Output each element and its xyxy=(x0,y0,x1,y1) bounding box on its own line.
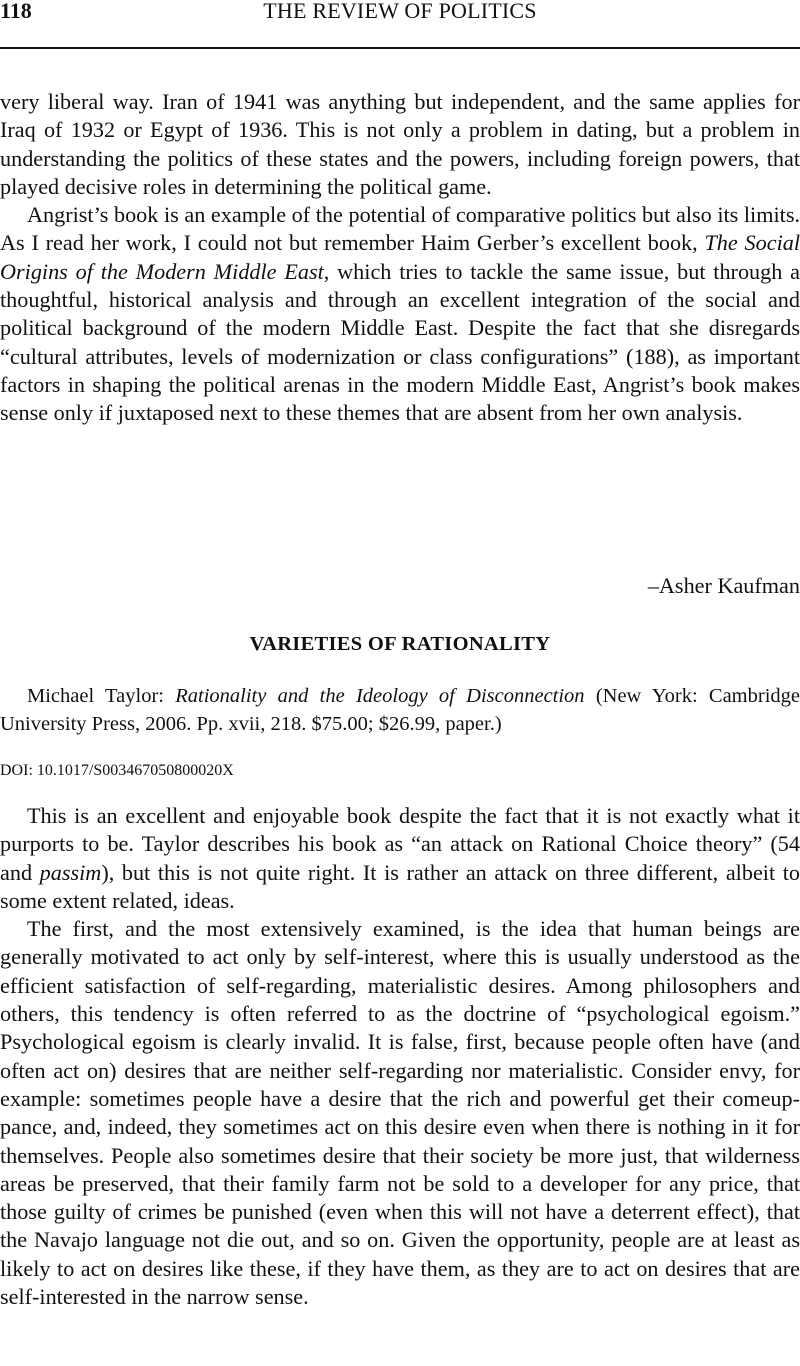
previous-review-paragraph-2 xyxy=(0,201,800,427)
review-body xyxy=(0,802,800,1311)
doi-line: DOI: 10.1017/S003467050800020X xyxy=(0,762,234,779)
book-citation xyxy=(0,682,800,738)
reviewer-signature: –Asher Kaufman xyxy=(647,573,800,598)
review-paragraph-2: The first, and the most extensively examined, is the idea that human beings are generally motivated to act only by self-interest, where this is usually understood as the efficient satisfaction of self-regarding, materialistic desires. Among philosophers and others, this tendency is often referred to as the doctrine of “psychological egoism.” Psychological egoism is clearly invalid. It is false, first, because people often have (and often act on) desires that are neither self-regarding nor materialistic. Consider envy, for example: sometimes people have a desire that the rich and powerful get their comeuppance, and, indeed, they sometimes act on this desire even when there is nothing in it for themselves. People also sometimes desire that their society be more just, that wilderness areas be preserved, that their family farm not be sold to a developer for any price, that those guilty of crimes be punished (even when this will not have a deterrent effect), that the Navajo language not die out, and so on. Given the opportunity, people are at least as likely to act on desires like these, if they have them, as they are to act on desires that are self-interested in the narrow sense. xyxy=(0,916,800,1310)
previous-review-body xyxy=(0,88,800,428)
cited-book-title: The Social Origins of the Modern Middle East xyxy=(0,230,800,284)
running-head xyxy=(0,0,800,26)
page-number: 118 xyxy=(0,0,32,23)
paragraph-text: ), but this is not quite right. It is rather an attack on three different, albeit to some extent related, ideas. xyxy=(0,859,800,913)
italic-term: passim xyxy=(39,859,102,885)
paragraph-text: Angrist’s book is an example of the potential of comparative politics but also its limits. As I read her work, I could not but remember Haim Gerber’s excellent book, xyxy=(0,202,800,256)
citation-author: Michael Taylor: xyxy=(27,685,176,707)
journal-title: THE REVIEW OF POLITICS xyxy=(263,0,537,23)
citation-book-title: Rationality and the Ideology of Disconnection xyxy=(175,685,585,707)
review-paragraph-1 xyxy=(0,802,800,915)
previous-review-paragraph-1: very liberal way. Iran of 1941 was anything but independent, and the same applies for Iraq of 1932 or Egypt of 1936. This is not only a problem in dating, but a problem in understanding the politics of these states and the powers, including foreign powers, that played decisive roles in determining the political game. xyxy=(0,89,800,199)
citation-details: (New York: Cambridge University Press, 2006. Pp. xvii, 218. $75.00; $26.99, paper.) xyxy=(0,685,800,735)
paragraph-text: , which tries to tackle the same issue, but through a thoughtful, historical analysis and through an excellent integration of the social and political background of the modern Middle East. Despite the fact that she disregards “cultural attributes, levels of modernization or class configurations” (188), as important factors in shaping the political arenas in the modern Middle East, Angrist’s book makes sense only if juxtaposed next to these themes that are absent from her own analysis. xyxy=(0,258,800,426)
paragraph-text: This is an excellent and enjoyable book despite the fact that it is not exactly what it purports to be. Taylor describes his book as “an attack on Rational Choice theory” (54 and xyxy=(0,803,800,885)
review-title: VARIETIES OF RATIONALITY xyxy=(249,633,551,655)
header-rule xyxy=(0,47,800,49)
